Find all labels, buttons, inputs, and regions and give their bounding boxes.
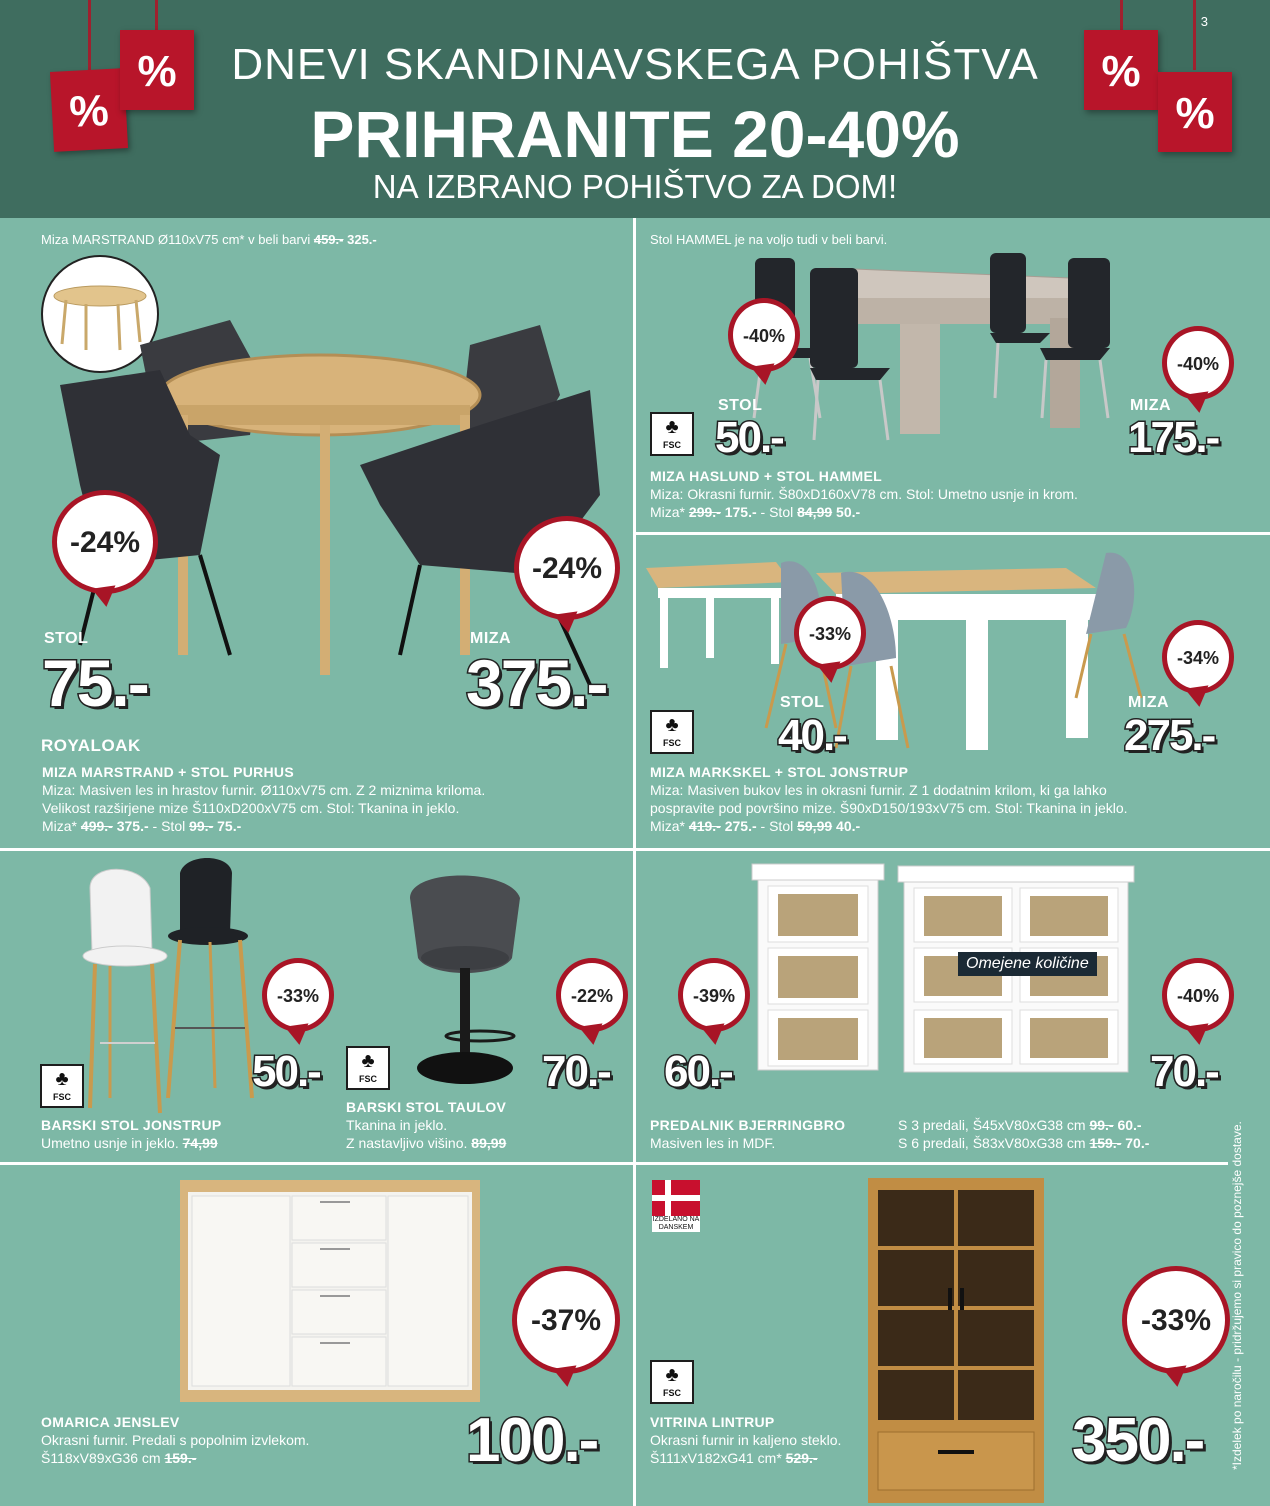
marstrand-miza-price: 375.- <box>466 646 607 720</box>
marstrand-description: MIZA MARSTRAND + STOL PURHUS Miza: Masiven les in hrastov furnir. Ø110xV75 cm. Z 2 miznima kriloma. Velikost razširjene mize Š110xD200xV75 cm. Stol: Tkanina in jeklo. Miza* 499.- 375.- - Stol 99.- 75.- <box>42 764 486 834</box>
divider-horizontal <box>0 1162 1228 1165</box>
jenslev-discount-badge: -37% <box>512 1266 620 1374</box>
side-disclaimer: *Izdelek po naročilu - pridržujemo si pravico do poznejše dostave. <box>1230 1121 1244 1470</box>
lintrup-description: VITRINA LINTRUP Okrasni furnir in kaljeno steklo. Š111xV182xG41 cm* 529.- <box>650 1414 842 1466</box>
percent-tag-icon: % <box>1084 30 1158 110</box>
lintrup-discount-badge: -33% <box>1122 1266 1230 1374</box>
haslund-stol-price: 50.- <box>715 413 783 462</box>
bjerringbro-options: S 3 predali, Š45xV80xG38 cm 99.- 60.- S 6 predali, Š83xV80xG38 cm 159.- 70.- <box>898 1117 1150 1151</box>
haslund-title: MIZA HASLUND + STOL HAMMEL <box>650 468 882 484</box>
lintrup-title: VITRINA LINTRUP <box>650 1414 775 1430</box>
headline-line2: PRIHRANITE 20-40% <box>310 97 960 171</box>
marstrand-miza-discount-badge: -24% <box>514 516 620 620</box>
limited-quantity-label: Omejene količine <box>958 952 1097 976</box>
fsc-logo-icon: ♣ FSC <box>40 1064 84 1108</box>
marstrand-stol-label: STOL <box>44 630 89 647</box>
markskel-miza-label: MIZA <box>1128 694 1170 711</box>
jonstrup-price: 50.- <box>252 1047 320 1096</box>
marstrand-stol-price: 75.- <box>42 646 148 720</box>
jenslev-title: OMARICA JENSLEV <box>41 1414 180 1430</box>
made-in-denmark-label: IZDELANO NA DANSKEM <box>652 1216 700 1231</box>
taulov-price: 70.- <box>542 1047 610 1096</box>
markskel-stol-price: 40.- <box>778 711 846 760</box>
markskel-description: MIZA MARKSKEL + STOL JONSTRUP Miza: Masiven bukov les in okrasni furnir. Z 1 dodatnim krilom, ki ga lahko pospravite pod površino mize. Š90xD150/193xV75 cm. Stol: Tkanina in jeklo. Miza* 419.- 275.- - Stol 59,99 40.- <box>650 764 1128 834</box>
bjerringbro-chests-image <box>748 860 1138 1095</box>
tag-string <box>1120 0 1123 30</box>
haslund-miza-discount-badge: -40% <box>1162 326 1234 400</box>
taulov-bar-stool-image <box>400 868 530 1088</box>
markskel-miza-price: 275.- <box>1124 711 1215 760</box>
divider-horizontal <box>0 848 1270 851</box>
marstrand-title: MIZA MARSTRAND + STOL PURHUS <box>42 764 294 780</box>
haslund-miza-price: 175.- <box>1128 413 1219 462</box>
bjerringbro-right-discount-badge: -40% <box>1162 958 1234 1032</box>
jenslev-sideboard-image <box>180 1180 480 1405</box>
marstrand-stol-discount-badge: -24% <box>52 490 158 594</box>
jonstrup-title: BARSKI STOL JONSTRUP <box>41 1117 222 1133</box>
markskel-stol-discount-badge: -33% <box>794 596 866 670</box>
marstrand-note: Miza MARSTRAND Ø110xV75 cm* v beli barvi 459.- 325.- <box>41 232 377 247</box>
haslund-stol-label: STOL <box>718 397 763 414</box>
haslund-note: Stol HAMMEL je na voljo tudi v beli barvi. <box>650 232 888 247</box>
percent-tag-icon: % <box>50 68 128 152</box>
page-number: 3 <box>1200 14 1208 29</box>
lintrup-display-cabinet-image <box>868 1178 1044 1503</box>
headline-line3: NA IZBRANO POHIŠTVO ZA DOM! <box>372 168 898 205</box>
jenslev-description: OMARICA JENSLEV Okrasni furnir. Predali s popolnim izvlekom. Š118xV89xG36 cm 159.- <box>41 1414 310 1466</box>
bjerringbro-right-price: 70.- <box>1150 1047 1218 1096</box>
jonstrup-description: BARSKI STOL JONSTRUP Umetno usnje in jeklo. 74,99 <box>41 1117 222 1151</box>
jenslev-price: 100.- <box>466 1406 598 1475</box>
bjerringbro-left-discount-badge: -39% <box>678 958 750 1032</box>
markskel-miza-discount-badge: -34% <box>1162 620 1234 694</box>
royaloak-logo: ROYALOAK <box>41 736 141 755</box>
marstrand-miza-label: MIZA <box>470 630 512 647</box>
percent-tag-icon: % <box>1158 72 1232 152</box>
fsc-logo-icon: ♣ FSC <box>650 710 694 754</box>
divider-horizontal <box>636 532 1270 535</box>
lintrup-price: 350.- <box>1072 1406 1204 1475</box>
haslund-stol-discount-badge: -40% <box>728 298 800 372</box>
haslund-miza-label: MIZA <box>1130 397 1172 414</box>
percent-tag-icon: % <box>120 30 194 110</box>
divider-vertical <box>633 218 636 1506</box>
fsc-logo-icon: ♣ FSC <box>650 412 694 456</box>
fsc-logo-icon: ♣ FSC <box>650 1360 694 1404</box>
bjerringbro-title: PREDALNIK BJERRINGBRO <box>650 1117 846 1133</box>
haslund-description: MIZA HASLUND + STOL HAMMEL Miza: Okrasni furnir. Š80xD160xV78 cm. Stol: Umetno usnje in krom. Miza* 299.- 175.- - Stol 84,99 50.- <box>650 468 1078 520</box>
fsc-logo-icon: ♣ FSC <box>346 1046 390 1090</box>
tag-string <box>155 0 158 30</box>
taulov-discount-badge: -22% <box>556 958 628 1032</box>
denmark-flag-icon <box>652 1180 700 1216</box>
markskel-title: MIZA MARKSKEL + STOL JONSTRUP <box>650 764 909 780</box>
taulov-description: BARSKI STOL TAULOV Tkanina in jeklo. Z nastavljivo višino. 89,99 <box>346 1099 507 1151</box>
bjerringbro-left-price: 60.- <box>664 1047 732 1096</box>
headline-line1: DNEVI SKANDINAVSKEGA POHIŠTVA <box>231 40 1039 89</box>
jonstrup-discount-badge: -33% <box>262 958 334 1032</box>
bjerringbro-description: PREDALNIK BJERRINGBRO Masiven les in MDF. <box>650 1117 846 1151</box>
markskel-stol-label: STOL <box>780 694 825 711</box>
haslund-dining-set-image <box>740 248 1140 448</box>
taulov-title: BARSKI STOL TAULOV <box>346 1099 507 1115</box>
